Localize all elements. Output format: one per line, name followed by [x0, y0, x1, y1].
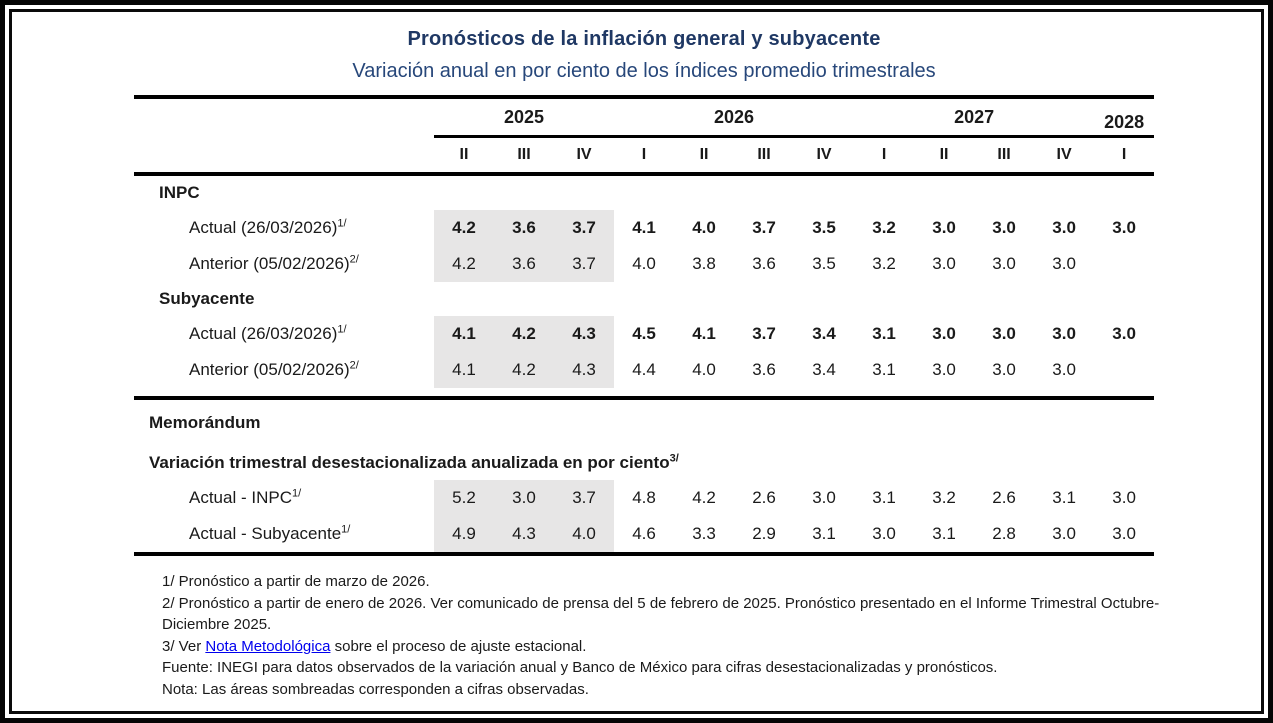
value-cell: 4.3 [554, 316, 614, 352]
year-header-2026: 2026 [614, 97, 854, 137]
page-title: Pronósticos de la inflación general y subyacente [407, 28, 881, 50]
row-subyacente-actual [134, 316, 1154, 352]
value-cell: 3.0 [1094, 516, 1154, 554]
footnote-marker: 2/ [349, 253, 359, 266]
quarter-header-row [134, 137, 1154, 175]
row-memo-subyacente [134, 516, 1154, 554]
value-cell: 4.6 [614, 516, 674, 554]
value-cell: 3.0 [932, 218, 956, 237]
footnotes [162, 571, 1210, 700]
value-cell: 3.0 [1052, 360, 1076, 379]
footnote-marker: 2/ [349, 359, 359, 372]
quarter-header: III [734, 137, 794, 175]
footnote-marker: 1/ [291, 487, 302, 500]
value-cell: 3.1 [1052, 488, 1076, 507]
value-cell: 4.2 [434, 246, 494, 282]
value-cell: 3.0 [992, 324, 1016, 343]
value-cell: 3.0 [1112, 324, 1136, 343]
memo-title: Memorándum [149, 413, 261, 432]
value-cell: 3.0 [494, 480, 554, 516]
value-cell: 3.1 [914, 516, 974, 554]
year-header-2027: 2027 [854, 97, 1094, 137]
page-subtitle: Variación anual en por ciento de los índices promedio trimestrales [352, 60, 936, 82]
value-cell: 3.0 [932, 360, 956, 379]
section-header-subyacente [134, 282, 1154, 316]
value-cell: 3.6 [494, 246, 554, 282]
memo-subtitle-text: Variación trimestral desestacionalizada anualizada en por ciento [149, 453, 670, 472]
value-cell: 3.7 [752, 324, 776, 343]
content-area [134, 28, 1154, 556]
value-cell: 3.8 [692, 254, 716, 273]
footnote-3-suffix: sobre el proceso de ajuste estacional. [330, 637, 587, 655]
value-cell: 3.0 [992, 360, 1016, 379]
corner-cell [134, 97, 434, 137]
value-cell: 3.7 [554, 246, 614, 282]
value-cell: 3.2 [872, 254, 896, 273]
value-cell: 3.7 [752, 218, 776, 237]
section-label-inpc: INPC [159, 183, 200, 202]
value-cell: 4.5 [632, 324, 656, 343]
row-subyacente-anterior [134, 352, 1154, 388]
year-header-row [134, 97, 1154, 137]
footnote-3-prefix: 3/ Ver [162, 637, 206, 655]
value-cell: 3.0 [1052, 254, 1076, 273]
value-cell: 3.5 [812, 218, 836, 237]
value-cell: 4.1 [692, 324, 716, 343]
value-cell: 3.0 [932, 324, 956, 343]
footnote-marker: 1/ [337, 217, 347, 230]
row-label [134, 352, 434, 388]
footnote-marker: 3/ [669, 452, 679, 465]
value-cell: 3.4 [812, 324, 836, 343]
value-cell: 5.2 [434, 480, 494, 516]
value-cell: 4.3 [554, 352, 614, 388]
memo-title-row [134, 398, 1154, 440]
row-label [134, 516, 434, 554]
row-label-text: Anterior (05/02/2026) [189, 360, 350, 379]
value-cell: 3.0 [1052, 218, 1076, 237]
value-cell: 4.2 [692, 488, 716, 507]
value-cell: 4.8 [632, 488, 656, 507]
value-cell: 3.0 [1112, 488, 1136, 507]
value-cell: 4.2 [494, 316, 554, 352]
row-label-text: Actual (26/03/2026) [189, 324, 338, 343]
footnote-marker: 1/ [337, 323, 347, 336]
value-cell: 3.2 [872, 218, 896, 237]
row-inpc-actual [134, 210, 1154, 246]
row-label [134, 316, 434, 352]
value-cell: 3.1 [872, 488, 896, 507]
quarter-header: II [434, 137, 494, 175]
value-cell: 3.0 [1052, 324, 1076, 343]
value-cell: 4.1 [434, 352, 494, 388]
value-cell: 3.0 [992, 218, 1016, 237]
quarter-header: II [914, 137, 974, 175]
footnote-3 [162, 636, 1210, 658]
inner-frame [9, 9, 1264, 714]
quarter-header: I [1094, 137, 1154, 175]
value-cell: 2.8 [974, 516, 1034, 554]
value-cell: 3.0 [1112, 218, 1136, 237]
memo-subtitle-row [134, 440, 1154, 480]
year-header-2025: 2025 [434, 97, 614, 137]
value-cell: 4.0 [554, 516, 614, 554]
value-cell: 3.5 [812, 254, 836, 273]
value-cell: 3.3 [674, 516, 734, 554]
corner-cell [134, 137, 434, 175]
value-cell: 3.1 [794, 516, 854, 554]
row-label-text: Anterior (05/02/2026) [189, 254, 350, 273]
value-cell: 4.2 [494, 352, 554, 388]
value-cell [1094, 352, 1154, 388]
row-label-text: Actual - INPC [189, 488, 292, 507]
section-divider [134, 388, 1154, 398]
value-cell: 3.7 [554, 210, 614, 246]
value-cell: 4.0 [692, 218, 716, 237]
section-label-subyacente: Subyacente [159, 289, 255, 308]
value-cell: 4.1 [434, 316, 494, 352]
footnote-nota: Nota: Las áreas sombreadas corresponden a cifras observadas. [162, 680, 589, 698]
value-cell: 3.0 [854, 516, 914, 554]
section-header-inpc [134, 174, 1154, 210]
value-cell: 4.1 [632, 218, 656, 237]
year-header-2028 [1094, 97, 1154, 137]
footnote-marker: 1/ [341, 523, 351, 536]
footnote-1: 1/ Pronóstico a partir de marzo de 2026. [162, 573, 430, 590]
value-cell: 3.7 [554, 480, 614, 516]
row-label [134, 480, 434, 516]
forecast-table [134, 95, 1154, 556]
quarter-header: IV [554, 137, 614, 175]
value-cell: 3.1 [872, 360, 896, 379]
value-cell: 3.6 [752, 254, 776, 273]
value-cell: 3.0 [932, 254, 956, 273]
footnote-fuente: Fuente: INEGI para datos observados de la variación anual y Banco de México para cifras desestacionalizadas y pronósticos. [162, 659, 998, 676]
value-cell: 4.4 [632, 360, 656, 379]
nota-metodologica-link[interactable]: Nota Metodológica [205, 637, 331, 655]
divider-line [134, 388, 1154, 398]
value-cell: 4.9 [434, 516, 494, 554]
footnote-2: 2/ Pronóstico a partir de enero de 2026. Ver comunicado de prensa del 5 de febrero de 2025. Pronóstico presentado en el Informe Trimestral Octubre-Diciembre 2025. [162, 594, 1160, 633]
row-label-text: Actual (26/03/2026) [189, 218, 338, 237]
quarter-header: IV [794, 137, 854, 175]
row-memo-inpc [134, 480, 1154, 516]
row-label [134, 246, 434, 282]
value-cell: 3.6 [752, 360, 776, 379]
value-cell: 4.2 [434, 210, 494, 246]
value-cell: 4.3 [494, 516, 554, 554]
value-cell: 3.0 [992, 254, 1016, 273]
value-cell: 2.9 [734, 516, 794, 554]
row-label [134, 210, 434, 246]
value-cell: 3.2 [932, 488, 956, 507]
value-cell: 4.0 [692, 360, 716, 379]
value-cell [1094, 246, 1154, 282]
year-label-2028: 2028 [1104, 111, 1145, 132]
row-label-text: Actual - Subyacente [189, 524, 342, 543]
value-cell: 3.0 [812, 488, 836, 507]
quarter-header: IV [1034, 137, 1094, 175]
quarter-header: III [494, 137, 554, 175]
value-cell: 2.6 [992, 488, 1016, 507]
value-cell: 3.4 [812, 360, 836, 379]
value-cell: 3.6 [494, 210, 554, 246]
value-cell: 3.1 [872, 324, 896, 343]
quarter-header: I [854, 137, 914, 175]
value-cell: 2.6 [752, 488, 776, 507]
memo-subtitle [134, 440, 1154, 480]
value-cell: 3.0 [1034, 516, 1094, 554]
value-cell: 4.0 [632, 254, 656, 273]
quarter-header: I [614, 137, 674, 175]
row-inpc-anterior [134, 246, 1154, 282]
quarter-header: III [974, 137, 1034, 175]
quarter-header: II [674, 137, 734, 175]
